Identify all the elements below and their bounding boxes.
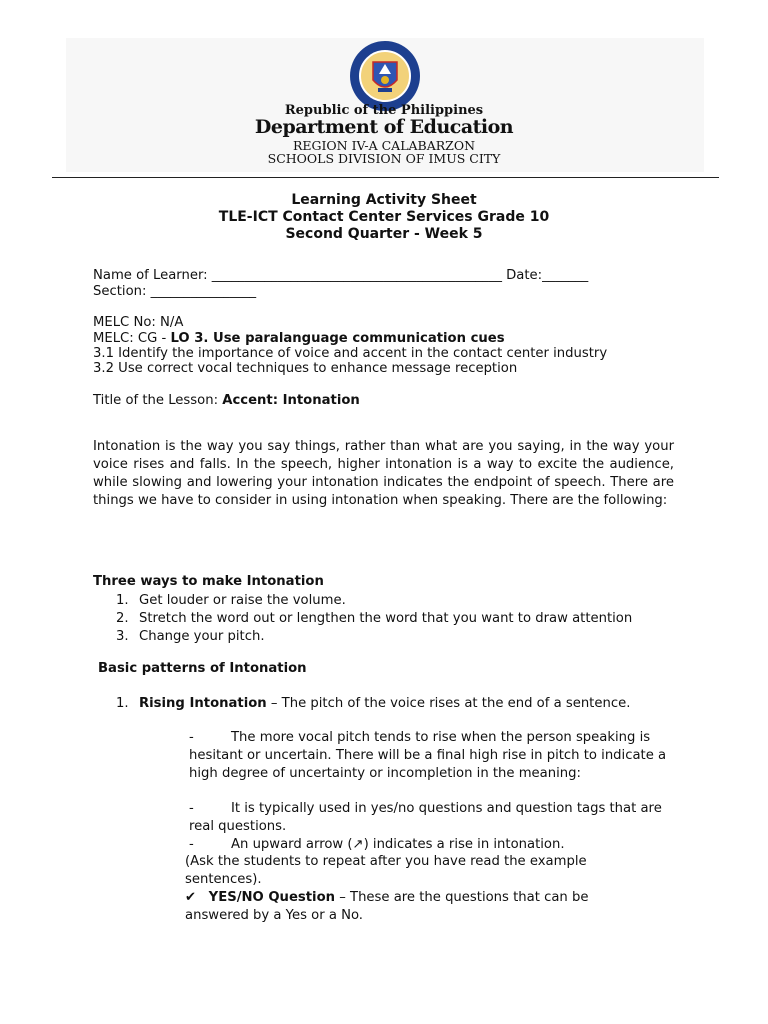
list-item: Stretch the word out or lengthen the word that you want to draw attention <box>139 611 633 626</box>
intro-paragraph: Intonation is the way you say things, rather than what are you saying, in the way your voice rises and falls. In the speech, higher intonation is a way to excite the audience, while slowing and lowering your intonation indicates the endpoint of speech. There are things we have to consider in using intonation when speaking. There are the following: <box>93 439 674 508</box>
bullet-yes-no: - It is typically used in yes/no questions and question tags that are real questions. <box>189 801 662 834</box>
section-line: Section: ________________ <box>93 284 257 299</box>
deped-seal-icon <box>349 40 421 112</box>
course-title: TLE-ICT Contact Center Services Grade 10 <box>218 209 550 225</box>
department-label: Department of Education <box>254 116 514 138</box>
check-icon: ✔ <box>185 890 197 905</box>
yes-no-question-item: ✔ YES/NO Question – These are the questions that can be <box>185 890 589 905</box>
header-divider <box>52 177 719 178</box>
patterns-heading: Basic patterns of Intonation <box>98 661 307 676</box>
objective-item: 3.1 Identify the importance of voice and accent in the contact center industry <box>93 346 608 361</box>
sheet-title: Learning Activity Sheet <box>291 192 477 208</box>
list-item: Get louder or raise the volume. <box>139 593 346 608</box>
quarter-title: Second Quarter - Week 5 <box>285 226 483 242</box>
republic-label: Republic of the Philippines <box>284 103 484 118</box>
list-number: 1. <box>116 696 129 711</box>
teacher-note: (Ask the students to repeat after you have read the example <box>185 854 587 869</box>
list-number: 2. <box>116 611 129 626</box>
region-label: REGION IV-A CALABARZON <box>292 138 476 153</box>
three-ways-heading: Three ways to make Intonation <box>93 574 324 589</box>
list-item: Change your pitch. <box>139 629 265 644</box>
list-number: 3. <box>116 629 129 644</box>
lesson-title: Title of the Lesson: Accent: Intonation <box>93 393 360 408</box>
list-number: 1. <box>116 593 129 608</box>
learner-name-line: Name of Learner: ____________________________________________ Date:_______ <box>93 268 589 283</box>
melc-competency: MELC: CG - LO 3. Use paralanguage communication cues <box>93 331 505 346</box>
bullet-arrow: - An upward arrow (↗) indicates a rise in intonation. <box>189 837 565 852</box>
melc-number: MELC No: N/A <box>93 315 184 330</box>
teacher-note: sentences). <box>185 872 262 887</box>
rising-intonation-item: Rising Intonation – The pitch of the voice rises at the end of a sentence. <box>139 696 631 711</box>
division-label: SCHOOLS DIVISION OF IMUS CITY <box>267 151 501 166</box>
objective-item: 3.2 Use correct vocal techniques to enhance message reception <box>93 361 518 376</box>
yes-no-question-item: answered by a Yes or a No. <box>185 908 363 923</box>
bullet-hesitant: - The more vocal pitch tends to rise when the person speaking is hesitant or uncertain. There will be a final high rise in pitch to indicate a high degree of uncertainty or incompletion in the meaning: <box>189 730 667 781</box>
